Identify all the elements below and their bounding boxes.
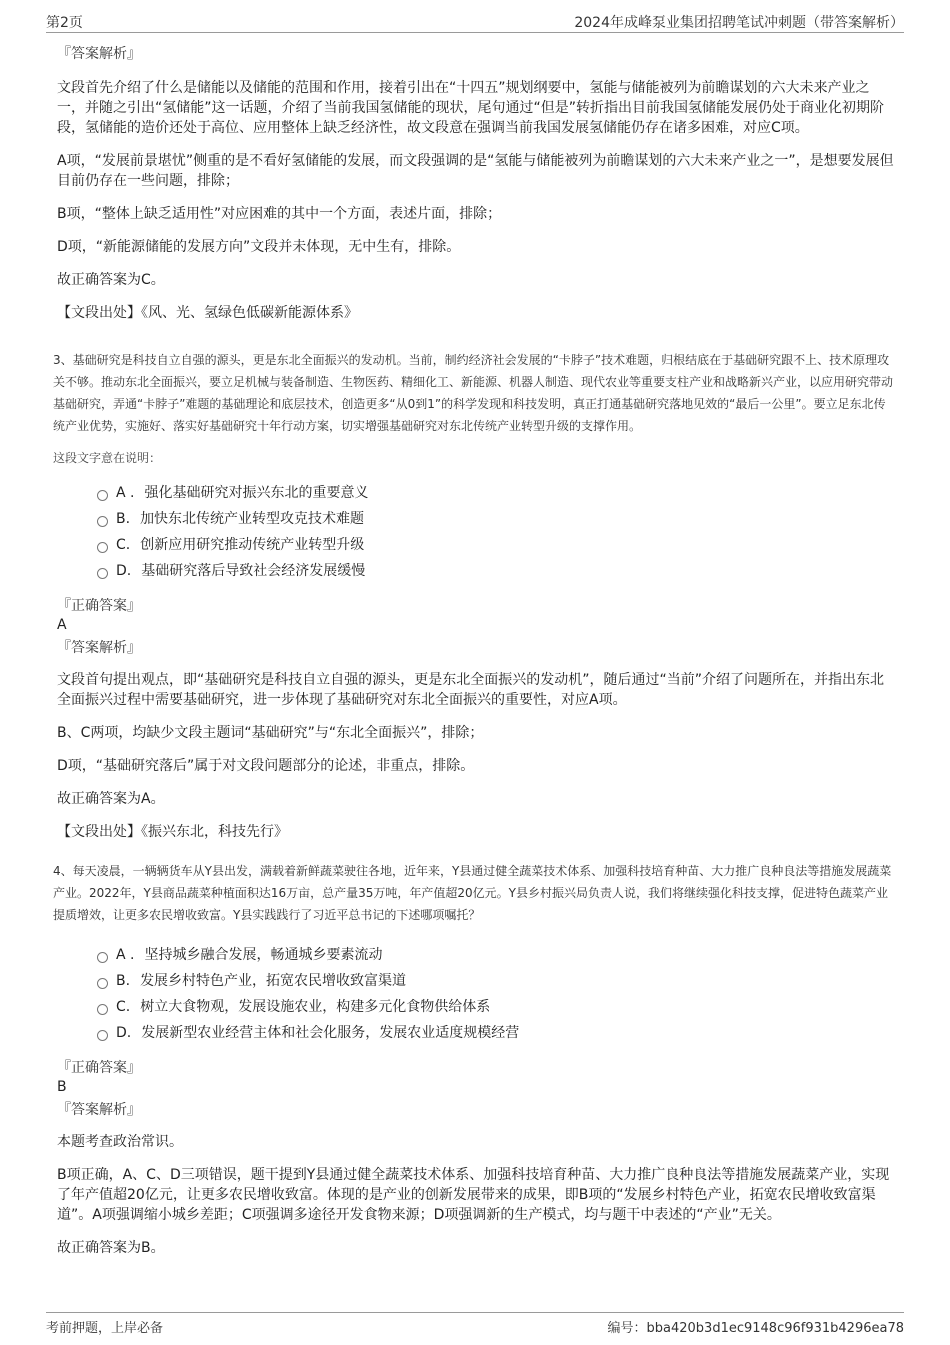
option-text: 基础研究落后导致社会经济发展缓慢 — [141, 563, 366, 579]
option-c[interactable] — [97, 994, 897, 1020]
question-4-options — [97, 942, 897, 1046]
question-4-stem: 4、每天凌晨，一辆辆货车从Y县出发，满载着新鲜蔬菜驶往各地，近年来，Y县通过健全蔬菜技术体系、加强科技培育种苗、大力推广良种良法等措施发展蔬菜产业。2022年，Y县商品蔬菜种植面积达16万亩，总产量35万吨，年产值超20亿元。Y县乡村振兴局负责人说，我们将继续强化科技支撑，促进特色蔬菜产业提质增效，让更多农民增收致富。Y县实践践行了习近平总书记的下述哪项嘱托？ — [53, 864, 892, 922]
correct-answer-label: 『正确答案』 — [57, 598, 141, 614]
source-citation: 【文段出处】《振兴东北，科技先行》 — [57, 824, 288, 840]
page-content — [53, 44, 897, 1271]
option-letter: B. — [116, 973, 131, 989]
analysis-paragraph: 故正确答案为A。 — [57, 791, 165, 807]
option-letter: C. — [116, 999, 131, 1015]
option-a[interactable] — [97, 942, 897, 968]
option-text: 发展乡村特色产业，拓宽农民增收致富渠道 — [140, 973, 407, 989]
option-c[interactable] — [97, 532, 897, 558]
analysis-paragraph: 本题考查政治常识。 — [57, 1134, 183, 1150]
radio-icon[interactable] — [97, 978, 108, 989]
document-code — [608, 1317, 905, 1336]
question-3-options — [97, 480, 897, 584]
option-text: 坚持城乡融合发展，畅通城乡要素流动 — [144, 947, 383, 963]
option-letter: A . — [116, 485, 135, 501]
option-letter: D. — [116, 1025, 132, 1041]
document-title: 2024年成峰泵业集团招聘笔试冲刺题（带答案解析） — [574, 15, 904, 31]
option-d[interactable] — [97, 1020, 897, 1046]
footer-slogan: 考前押题，上岸必备 — [46, 1321, 164, 1336]
analysis-paragraph: 文段首句提出观点，即“基础研究是科技自立自强的源头，更是东北全面振兴的发动机”，随后通过“当前”介绍了问题所在，并指出东北全面振兴过程中需要基础研究，进一步体现了基础研究对东北全面振兴的重要性，对应A项。 — [57, 672, 885, 708]
analysis-paragraph: D项，“基础研究落后”属于对文段问题部分的论述，非重点，排除。 — [57, 758, 475, 774]
analysis-paragraph: D项，“新能源储能的发展方向”文段并未体现，无中生有，排除。 — [57, 239, 461, 255]
page-footer — [46, 1312, 904, 1335]
radio-icon[interactable] — [97, 490, 108, 501]
option-text: 发展新型农业经营主体和社会化服务，发展农业适度规模经营 — [141, 1025, 520, 1041]
analysis-label: 『答案解析』 — [57, 46, 141, 62]
option-b[interactable] — [97, 506, 897, 532]
radio-icon[interactable] — [97, 542, 108, 553]
analysis-paragraph: B、C两项，均缺少文段主题词“基础研究”与“东北全面振兴”，排除； — [57, 725, 484, 741]
option-text: 强化基础研究对振兴东北的重要意义 — [144, 485, 369, 501]
option-b[interactable] — [97, 968, 897, 994]
correct-answer-label: 『正确答案』 — [57, 1060, 141, 1076]
option-text: 加快东北传统产业转型攻克技术难题 — [140, 511, 365, 527]
correct-answer: A — [57, 617, 67, 633]
option-letter: A . — [116, 947, 135, 963]
source-citation: 【文段出处】《风、光、氢绿色低碳新能源体系》 — [57, 305, 358, 321]
option-text: 树立大食物观，发展设施农业，构建多元化食物供给体系 — [140, 999, 491, 1015]
radio-icon[interactable] — [97, 1030, 108, 1041]
radio-icon[interactable] — [97, 568, 108, 579]
option-letter: B. — [116, 511, 131, 527]
document-code-value: bba420b3d1ec9148c96f931b4296ea78 — [646, 1321, 904, 1336]
analysis-paragraph: 文段首先介绍了什么是储能以及储能的范围和作用，接着引出在“十四五”规划纲要中，氢能与储能被列为前瞻谋划的六大未来产业之一，并随之引出“氢储能”这一话题，介绍了当前我国氢储能的现状，尾句通过“但是”转折指出目前我国氢储能发展仍处于商业化初期阶段，氢储能的造价还处于高位、应用整体上缺乏经济性，故文段意在强调当前我国发展氢储能仍存在诸多困难，对应C项。 — [57, 80, 885, 136]
analysis-label: 『答案解析』 — [57, 640, 141, 656]
analysis-paragraph: B项，“整体上缺乏适用性”对应困难的其中一个方面，表述片面，排除； — [57, 206, 502, 222]
page-number: 第2页 — [46, 15, 83, 31]
correct-answer: B — [57, 1079, 67, 1095]
radio-icon[interactable] — [97, 1004, 108, 1015]
question-3-prompt: 这段文字意在说明： — [53, 451, 162, 465]
option-d[interactable] — [97, 558, 897, 584]
analysis-paragraph: 故正确答案为B。 — [57, 1240, 165, 1256]
analysis-paragraph: B项正确，A、C、D三项错误，题干提到Y县通过健全蔬菜技术体系、加强科技培育种苗、大力推广良种良法等措施发展蔬菜产业，实现了年产值超20亿元，让更多农民增收致富。体现的是产业的创新发展带来的成果，即B项的“发展乡村特色产业，拓宽农民增收致富渠道”。A项强调缩小城乡差距；C项强调多途径开发食物来源；D项强调新的生产模式，均与题干中表述的“产业”无关。 — [57, 1167, 890, 1223]
document-code-label: 编号： — [607, 1321, 647, 1336]
analysis-label: 『答案解析』 — [57, 1102, 141, 1118]
question-3-stem: 3、基础研究是科技自立自强的源头，更是东北全面振兴的发动机。当前，制约经济社会发展的“卡脖子”技术难题，归根结底在于基础研究跟不上、技术原理攻关不够。推动东北全面振兴，要立足机械与装备制造、生物医药、精细化工、新能源、机器人制造、现代农业等重要支柱产业和战略新兴产业，以应用研究带动基础研究，弄通“卡脖子”难题的基础理论和底层技术，创造更多“从0到1”的科学发现和科技发明，真正打通基础研究落地见效的“最后一公里”。要立足东北传统产业优势，实施好、落实好基础研究十年行动方案，切实增强基础研究对东北传统产业转型升级的支撑作用。 — [53, 353, 894, 433]
option-a[interactable] — [97, 480, 897, 506]
page-header — [46, 10, 904, 33]
radio-icon[interactable] — [97, 952, 108, 963]
option-letter: D. — [116, 563, 132, 579]
radio-icon[interactable] — [97, 516, 108, 527]
option-letter: C. — [116, 537, 131, 553]
analysis-paragraph: 故正确答案为C。 — [57, 272, 165, 288]
option-text: 创新应用研究推动传统产业转型升级 — [140, 537, 365, 553]
analysis-paragraph: A项，“发展前景堪忧”侧重的是不看好氢储能的发展，而文段强调的是“氢能与储能被列为前瞻谋划的六大未来产业之一”，是想要发展但目前仍存在一些问题，排除； — [57, 153, 894, 189]
